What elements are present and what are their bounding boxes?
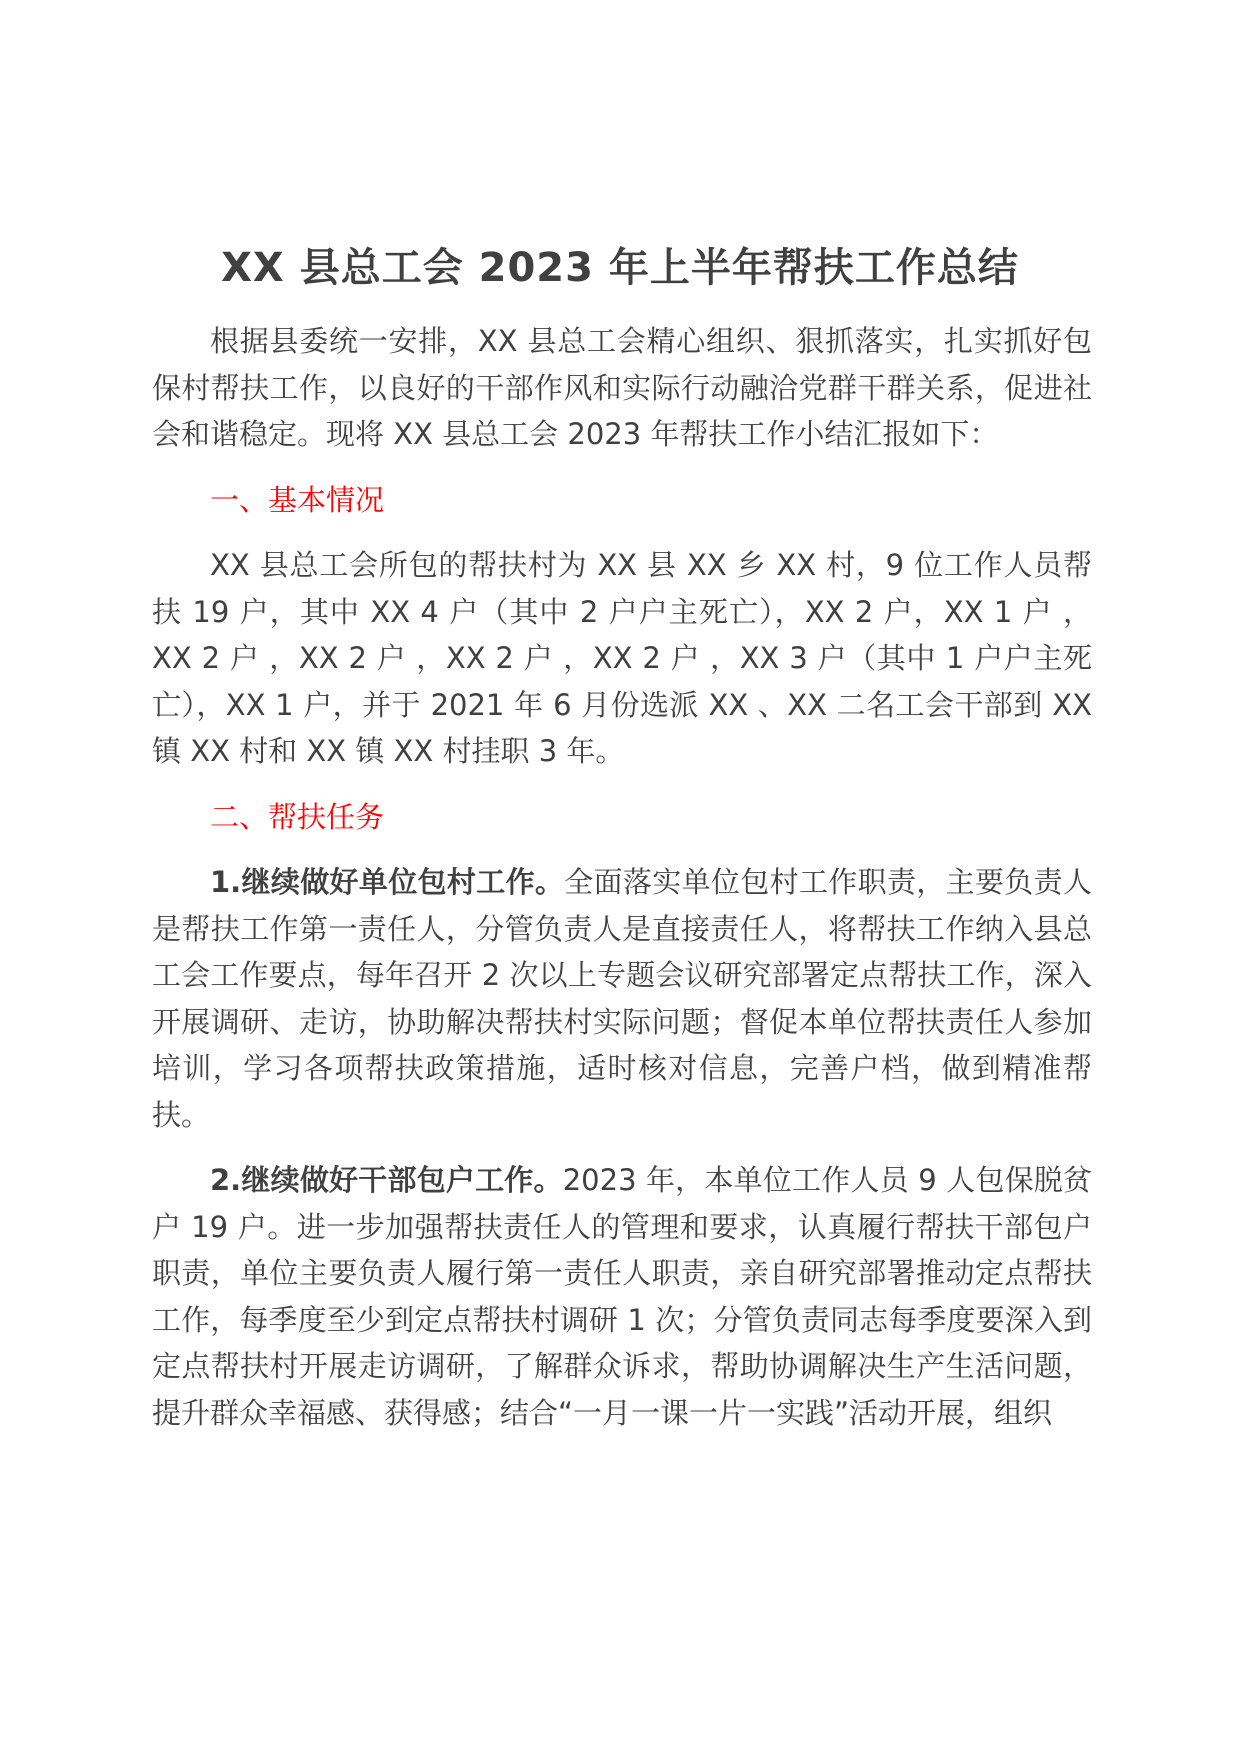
section-heading-basic-situation: 一、基本情况: [210, 482, 385, 517]
task-2-lead: 2.继续做好干部包户工作。: [210, 1163, 563, 1197]
basic-situation-paragraph: XX 县总工会所包的帮扶村为 XX 县 XX 乡 XX 村，9 位工作人员帮扶 19 户，其中 XX 4 户（其中 2 户户主死亡），XX 2 户，XX 1 户 ，XX 2 户 ，XX 2 户 ，XX 2 户 ，XX 2 户 ，XX 3 户（其中 1 户户主死亡），XX 1 户，并于 2021 年 6 月份选派 XX 、XX 二名工会干部到 XX 镇 XX 村和 XX 镇 XX 村挂职 3 年。: [152, 548, 1092, 768]
task-1-lead: 1.继续做好单位包村工作。: [210, 865, 565, 899]
document-title: XX 县总工会 2023 年上半年帮扶工作总结: [221, 245, 1019, 291]
task-1-paragraph: [152, 859, 1092, 1138]
task-2-paragraph: [152, 1157, 1092, 1436]
intro-paragraph: 根据县委统一安排，XX 县总工会精心组织、狠抓落实，扎实抓好包保村帮扶工作，以良好的干部作风和实际行动融洽党群干群关系，促进社会和谐稳定。现将 XX 县总工会 2023 年帮扶工作小结汇报如下：: [152, 324, 1092, 451]
section-heading-assistance-tasks: 二、帮扶任务: [210, 799, 385, 834]
task-2-text: 2023 年，本单位工作人员 9 人包保脱贫户 19 户。进一步加强帮扶责任人的管理和要求，认真履行帮扶干部包户职责，单位主要负责人履行第一责任人职责，亲自研究部署推动定点帮扶工作，每季度至少到定点帮扶村调研 1 次；分管负责同志每季度要深入到定点帮扶村开展走访调研，了解群众诉求，帮助协调解决生产生活问题，提升群众幸福感、获得感；结合“一月一课一片一实践”活动开展，组织: [152, 1163, 1092, 1430]
document-body: [152, 318, 1092, 1455]
task-1-text: 全面落实单位包村工作职责，主要负责人是帮扶工作第一责任人，分管负责人是直接责任人，将帮扶工作纳入县总工会工作要点，每年召开 2 次以上专题会议研究部署定点帮扶工作，深入开展调研、走访，协助解决帮扶村实际问题；督促本单位帮扶责任人参加培训，学习各项帮扶政策措施，适时核对信息，完善户档，做到精准帮扶。: [152, 865, 1092, 1132]
